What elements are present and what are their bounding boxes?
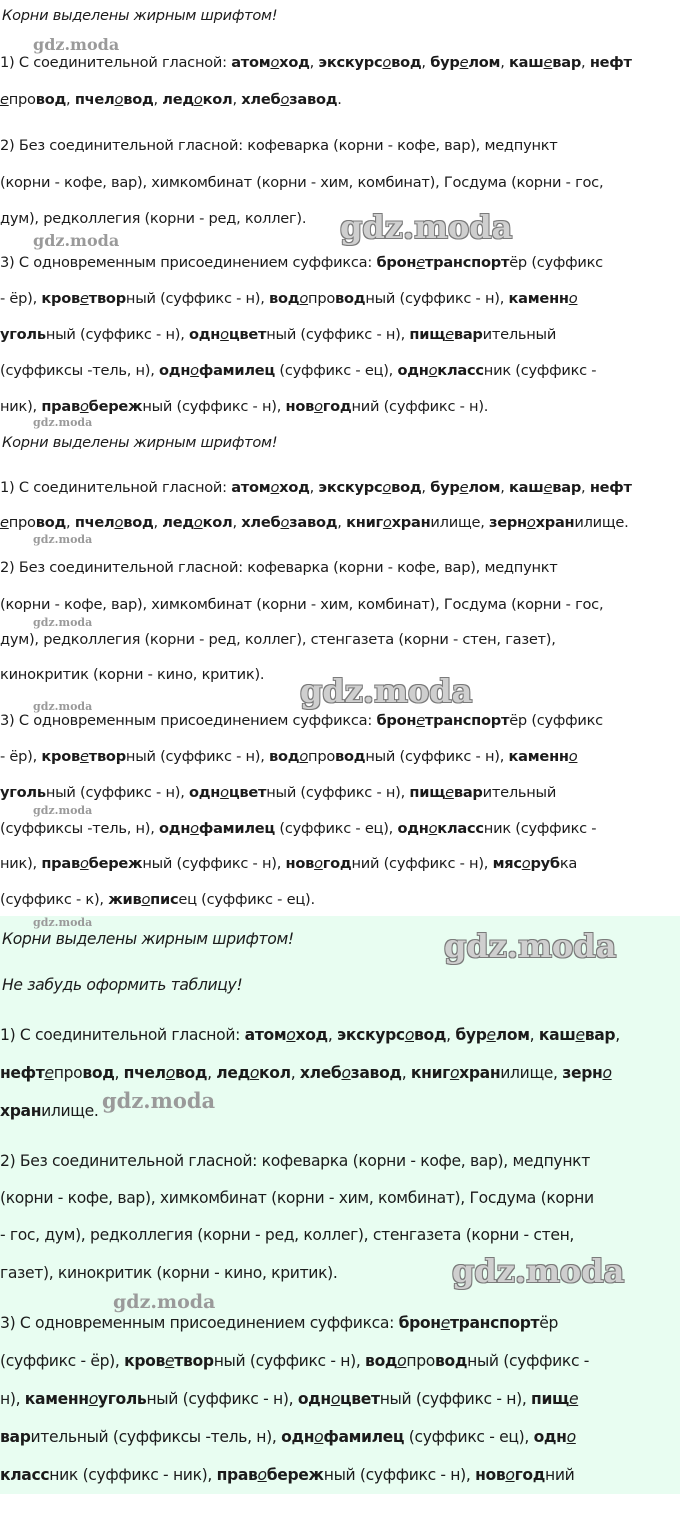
watermark: gdz.moda [33,616,93,629]
paragraph-3-line-4: (суффиксы -тель, н), однофамилец (суффикс - ец), одноклассник (суффикс - [0,820,597,837]
table-reminder: Не забудь оформить таблицу! [2,976,243,994]
paragraph-3-line-4: (суффиксы -тель, н), однофамилец (суффикс - ец), одноклассник (суффикс - [0,362,597,379]
paragraph-2-line-4: кинокритик (корни - кино, критик). [0,666,265,683]
paragraph-2-line-3: дум), редколлегия (корни - ред, коллег), стенгазета (корни - стен, газет), [0,631,556,648]
watermark: gdz.moda [300,672,473,710]
paragraph-3-line-2: (суффикс - ёр), кроветворный (суффикс - н), водопроводный (суффикс - [0,1352,590,1370]
paragraph-2-line-2: (корни - кофе, вар), химкомбинат (корни - хим, комбинат), Госдума (корни - гос, [0,174,604,191]
paragraph-3-line-3: н), каменноугольный (суффикс - н), одноцветный (суффикс - н), пище [0,1390,579,1408]
watermark: gdz.moda [33,700,93,713]
watermark: gdz.moda [33,804,93,817]
paragraph-1-line-2: епровод, пчеловод, ледокол, хлебозавод, книгохранилище, зернохранилище. [0,514,629,531]
paragraph-3-line-1: 3) С одновременным присоединением суффикса: бронетранспортёр (суффикс [0,254,603,271]
paragraph-2-line-1: 2) Без соединительной гласной: кофеварка (корни - кофе, вар), медпункт [0,137,558,154]
paragraph-3-line-6: (суффикс - к), живописец (суффикс - ец). [0,891,315,908]
paragraph-2-line-2: (корни - кофе, вар), химкомбинат (корни - хим, комбинат), Госдума (корни - гос, [0,596,604,613]
paragraph-2-line-3: - гос, дум), редколлегия (корни - ред, коллег), стенгазета (корни - стен, [0,1226,575,1244]
paragraph-1-line-3: хранилище. [0,1102,99,1120]
answer-block-3-highlighted [0,916,680,1494]
paragraph-3-line-1: 3) С одновременным присоединением суффикса: бронетранспортёр [0,1314,559,1332]
paragraph-1-line-1: 1) С соединительной гласной: атомоход, экскурсовод, бурелом, кашевар, нефт [0,54,632,71]
paragraph-1-line-1: 1) С соединительной гласной: атомоход, экскурсовод, бурелом, кашевар, [0,1026,620,1044]
watermark: gdz.moda [33,916,93,929]
paragraph-2-line-4: газет), кинокритик (корни - кино, критик). [0,1264,338,1282]
paragraph-3-line-4: варительный (суффиксы -тель, н), однофамилец (суффикс - ец), одно [0,1428,576,1446]
paragraph-3-line-5: ник), правобережный (суффикс - н), новогодний (суффикс - н), мясорубка [0,855,578,872]
paragraph-2-line-1: 2) Без соединительной гласной: кофеварка (корни - кофе, вар), медпункт [0,1152,590,1170]
paragraph-3-line-2: - ёр), кроветворный (суффикс - н), водопроводный (суффикс - н), каменно [0,748,578,765]
paragraph-1-line-1: 1) С соединительной гласной: атомоход, экскурсовод, бурелом, кашевар, нефт [0,479,632,496]
paragraph-3-line-3: угольный (суффикс - н), одноцветный (суффикс - н), пищеварительный [0,784,557,801]
watermark: gdz.moda [33,35,120,54]
paragraph-2-line-3: дум), редколлегия (корни - ред, коллег). [0,210,307,227]
watermark: gdz.moda [452,1252,625,1290]
paragraph-3-line-1: 3) С одновременным присоединением суффикса: бронетранспортёр (суффикс [0,712,603,729]
heading: Корни выделены жирным шрифтом! [2,930,294,948]
paragraph-1-line-2: нефтепровод, пчеловод, ледокол, хлебозавод, книгохранилище, зерно [0,1064,612,1082]
answer-block-1 [0,0,680,432]
watermark: gdz.moda [33,416,93,429]
watermark: gdz.moda [113,1291,216,1313]
paragraph-3-line-5: ник), правобережный (суффикс - н), новогодний (суффикс - н). [0,398,489,415]
paragraph-3-line-3: угольный (суффикс - н), одноцветный (суффикс - н), пищеварительный [0,326,557,343]
watermark: gdz.moda [33,231,120,250]
watermark: gdz.moda [102,1088,216,1113]
paragraph-2-line-1: 2) Без соединительной гласной: кофеварка (корни - кофе, вар), медпункт [0,559,558,576]
paragraph-3-line-5: классник (суффикс - ник), правобережный (суффикс - н), новогодний [0,1466,575,1484]
watermark: gdz.moda [444,927,617,965]
paragraph-2-line-2: (корни - кофе, вар), химкомбинат (корни - хим, комбинат), Госдума (корни [0,1189,594,1207]
watermark: gdz.moda [340,208,513,246]
heading: Корни выделены жирным шрифтом! [2,434,278,451]
answer-block-2 [0,432,680,916]
watermark: gdz.moda [33,533,93,546]
heading: Корни выделены жирным шрифтом! [2,7,278,24]
paragraph-1-line-2: епровод, пчеловод, ледокол, хлебозавод. [0,91,342,108]
paragraph-3-line-2: - ёр), кроветворный (суффикс - н), водопроводный (суффикс - н), каменно [0,290,578,307]
